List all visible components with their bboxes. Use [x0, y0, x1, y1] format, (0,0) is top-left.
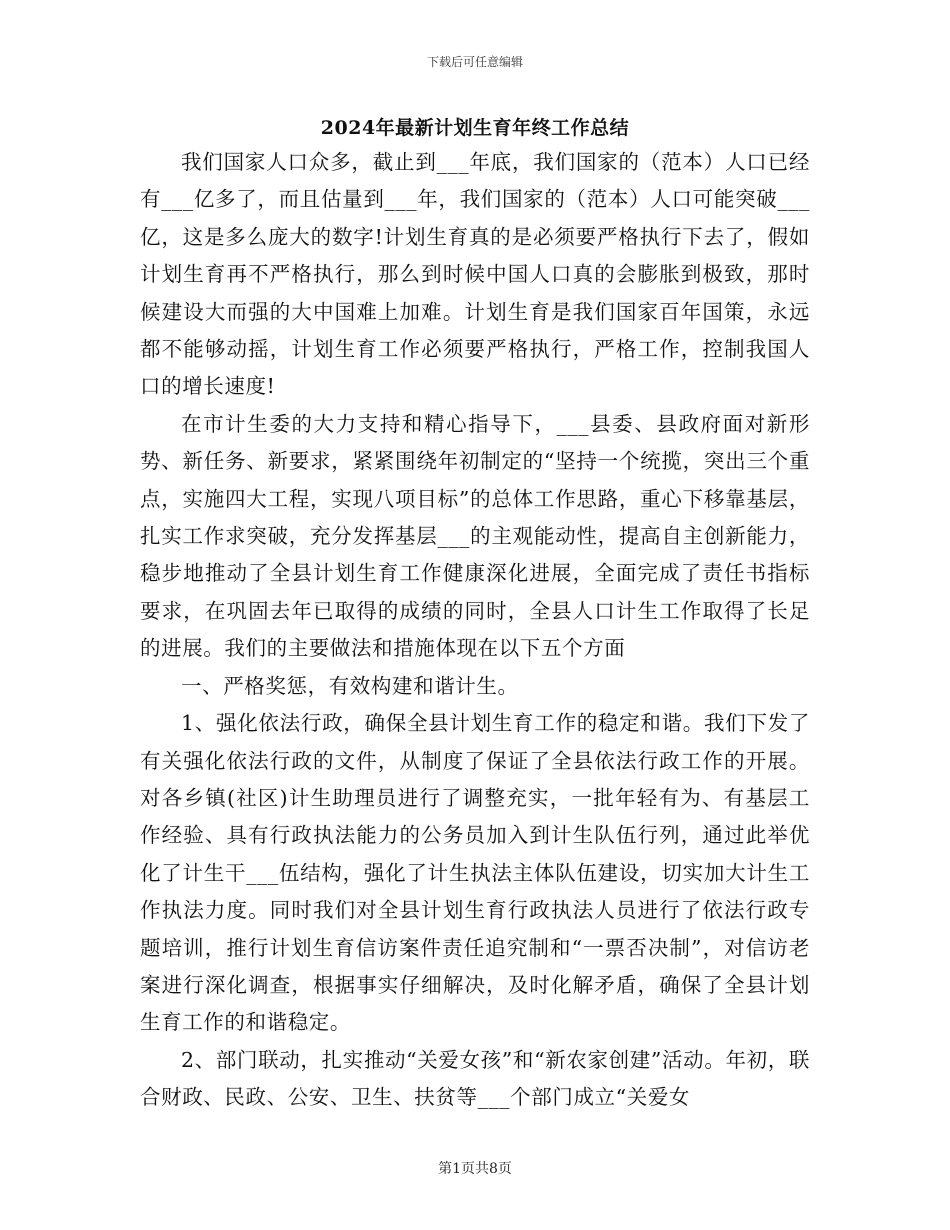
paragraph-item-2: 2、部门联动，扎实推动“关爱女孩”和“新农家创建”活动。年初，联合财政、民政、公安、卫生、扶贫等___个部门成立“关爱女	[140, 1047, 810, 1110]
section-heading-1: 一、严格奖惩，有效构建和谐计生。	[181, 673, 519, 698]
page-number: 第1页共8页	[438, 1161, 512, 1177]
paragraph-item-1: 1、强化依法行政，确保全县计划生育工作的稳定和谐。我们下发了有关强化依法行政的文件，从制度了保证了全县依法行政工作的开展。对各乡镇(社区)计生助理员进行了调整充实，一批年轻有为、有基层工作经验、具有行政执法能力的公务员加入到计生队伍行列，通过此举优化了计生干___伍结构，强化了计生执法主体队伍建设，切实加大计生工作执法力度。同时我们对全县计划生育行政执法人员进行了依法行政专题培训，推行计划生育信访案件责任追究制和“一票否决制”，对信访老案进行深化调查，根据事实仔细解决，及时化解矛盾，确保了全县计划生育工作的和谐稳定。	[140, 711, 810, 1035]
document-body	[140, 144, 810, 1117]
paragraph-intro: 我们国家人口众多，截止到___年底，我们国家的（范本）人口已经有___亿多了，而且估量到___年，我们国家的（范本）人口可能突破___亿，这是多么庞大的数字!计划生育真的是必须要严格执行下去了，假如计划生育再不严格执行，那么到时候中国人口真的会膨胀到极致，那时候建设大而强的大中国难上加难。计划生育是我们国家百年国策，永远都不能够动摇，计划生育工作必须要严格执行，严格工作，控制我国人口的增长速度!	[140, 150, 810, 399]
download-note: 下载后可任意编辑	[426, 55, 523, 69]
document-title: 2024年最新计划生育年终工作总结	[320, 117, 630, 139]
paragraph-overview: 在市计生委的大力支持和精心指导下，___县委、县政府面对新形势、新任务、新要求，紧紧围绕年初制定的“坚持一个统揽，突出三个重点，实施四大工程，实现八项目标”的总体工作思路，重心下移靠基层，扎实工作求突破，充分发挥基层___的主观能动性，提高自主创新能力，稳步地推动了全县计划生育工作健康深化进展，全面完成了责任书指标要求，在巩固去年已取得的成绩的同时，全县人口计生工作取得了长足的进展。我们的主要做法和措施体现在以下五个方面	[140, 411, 810, 661]
